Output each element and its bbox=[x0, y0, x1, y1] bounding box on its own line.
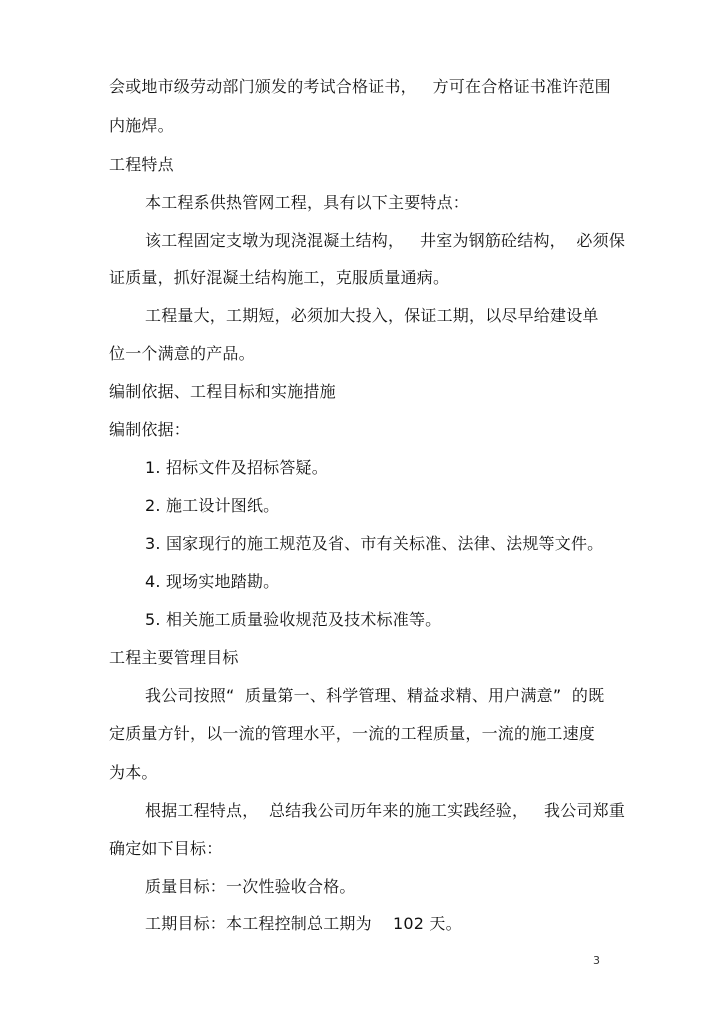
text-line-1: 会或地市级劳动部门颁发的考试合格证书， 方可在合格证书准许范围 bbox=[109, 77, 611, 96]
list-item-1: 1. 招标文件及招标答疑。 bbox=[145, 458, 328, 477]
text-line-7: 工程量大，工期短，必须加大投入，保证工期，以尽早给建设单 bbox=[145, 306, 599, 325]
text-line-21: 确定如下目标： bbox=[109, 839, 223, 858]
text-line-8: 位一个满意的产品。 bbox=[109, 344, 255, 363]
section-heading-basis: 编制依据、工程目标和实施措施 bbox=[109, 382, 336, 401]
schedule-goal: 工期目标：本工程控制总工期为 102 天。 bbox=[145, 914, 462, 933]
text-line-2: 内施焊。 bbox=[109, 116, 174, 135]
section-heading-goals: 工程主要管理目标 bbox=[109, 648, 239, 667]
text-line-19: 为本。 bbox=[109, 763, 158, 782]
text-line-18: 定质量方针，以一流的管理水平，一流的工程质量，一流的施工速度 bbox=[109, 724, 596, 743]
list-item-3: 3. 国家现行的施工规范及省、市有关标准、法律、法规等文件。 bbox=[145, 534, 604, 553]
text-line-5: 该工程固定支墩为现浇混凝土结构， 井室为钢筋砼结构， 必须保 bbox=[145, 231, 626, 250]
text-line-10: 编制依据： bbox=[109, 420, 191, 439]
list-item-5: 5. 相关施工质量验收规范及技术标准等。 bbox=[145, 610, 442, 629]
quality-goal: 质量目标：一次性验收合格。 bbox=[145, 877, 356, 896]
text-line-17: 我公司按照“ 质量第一、科学管理、精益求精、用户满意” 的既 bbox=[145, 686, 605, 705]
list-item-2: 2. 施工设计图纸。 bbox=[145, 496, 280, 515]
page-number: 3 bbox=[593, 954, 600, 967]
list-item-4: 4. 现场实地踏勘。 bbox=[145, 572, 280, 591]
text-line-4: 本工程系供热管网工程，具有以下主要特点： bbox=[145, 193, 470, 212]
text-line-6: 证质量，抓好混凝土结构施工，克服质量通病。 bbox=[109, 268, 450, 287]
text-line-20: 根据工程特点， 总结我公司历年来的施工实践经验， 我公司郑重 bbox=[145, 801, 626, 820]
section-heading-features: 工程特点 bbox=[109, 155, 174, 174]
